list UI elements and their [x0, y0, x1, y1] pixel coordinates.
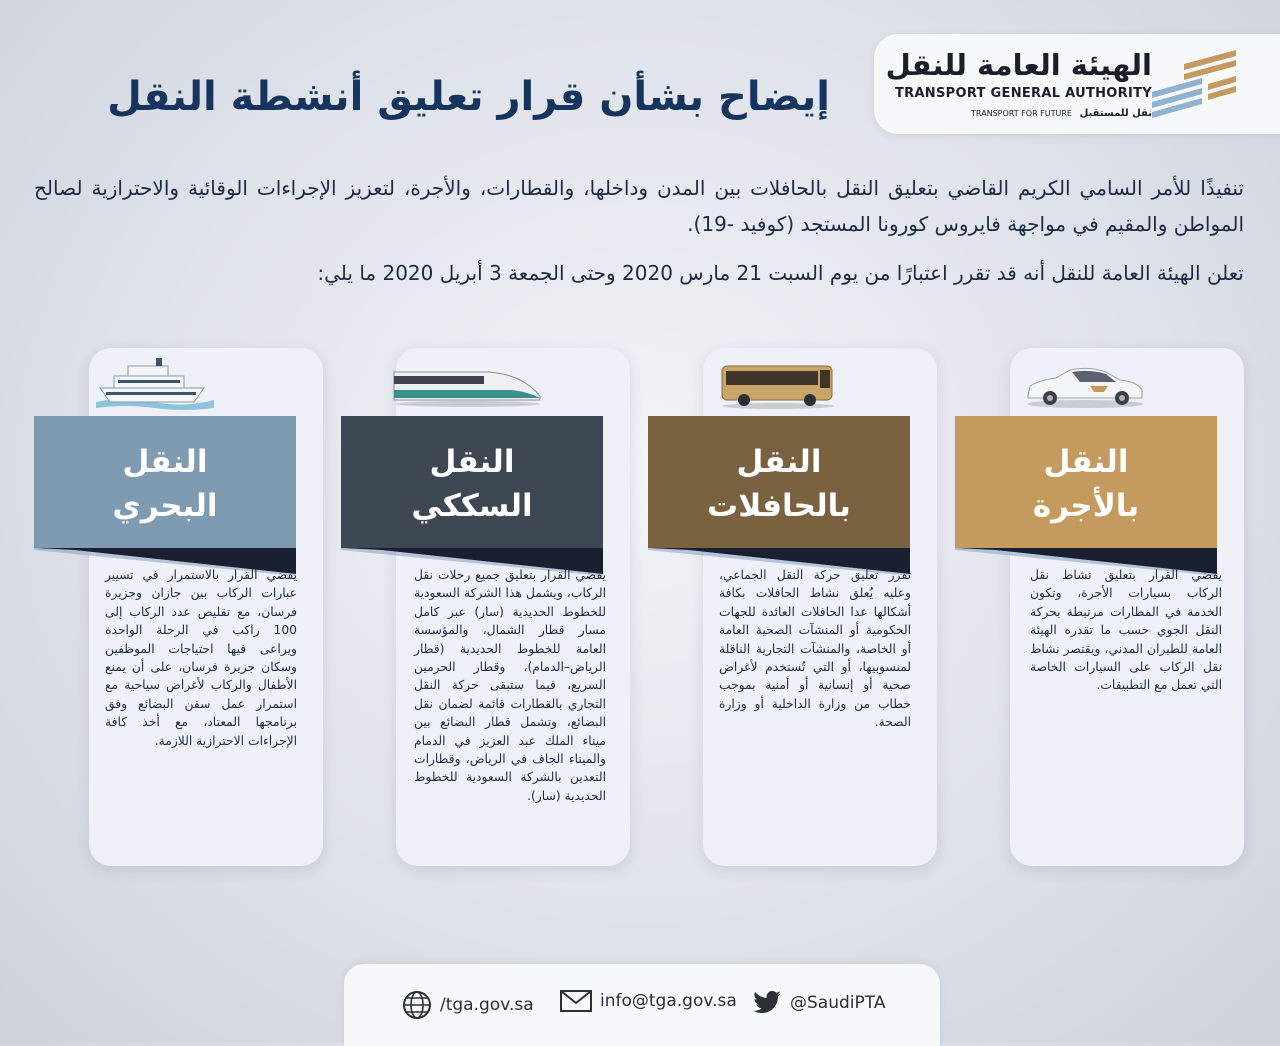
card-title-line1: النقل: [1043, 444, 1129, 480]
intro-announcement: تعلن الهيئة العامة للنقل أنه قد تقرر اعتبارًا من يوم السبت 21 مارس 2020 وحتى الجمعة 3 أبريل 2020 ما يلي:: [317, 261, 1244, 285]
intro-paragraph: تنفيذًا للأمر السامي الكريم القاضي بتعليق النقل بالحافلات بين المدن وداخلها، والقطارات، والأجرة، لتعزيز الإجراءات الوقائية والاحترازية لصالح المواطن والمقيم في مواجهة فايروس كورونا المستجد (كوفيد -19).: [34, 176, 1244, 236]
footer-twitter[interactable]: [752, 990, 885, 1016]
page-title: إيضاح بشأن قرار تعليق أنشطة النقل: [107, 74, 830, 120]
logo-panel: [874, 34, 1280, 134]
website-text: /tga.gov.sa: [440, 995, 534, 1015]
card-title-line1: النقل: [429, 444, 515, 480]
card-text-bus: تقرر تعليق حركة النقل الجماعي، وعليه يُعلق نشاط الحافلات بكافة أشكالها عدا الحافلات العائدة للجهات الحكومية أو المنشآت الصحية العامة أو الخاصة، والمنشآت التجارية الناقلة لمنسوبيها، أو التي تُستخدم لأغراض صحية أو إنسانية أو أمنية بموجب خطاب من وزارة الداخلية أو وزارة الصحة.: [719, 568, 911, 730]
banner-taxi: [955, 416, 1217, 548]
twitter-icon: [752, 990, 782, 1016]
card-title-line2: بالحافلات: [707, 488, 851, 524]
footer-website[interactable]: [402, 990, 534, 1020]
taxi-icon: [1020, 362, 1150, 410]
banner-bus: [648, 416, 910, 548]
card-text-ship: يقضي القرار بالاستمرار في تسيير عبارات الركاب بين جازان وجزيرة فرسان، مع تقليص عدد الركاب إلى 100 راكب في الرحلة الواحدة ويراعى فيها احتياجات الموظفين وسكان جزيرة فرسان، على أن يمنع الأطفال والركاب لأغراض سياحية مع استمرار عمل سفن البضائع وفق برنامجها المعتاد، مع أخذ كافة الإجراءات الاحترازية اللازمة.: [105, 568, 297, 748]
ship-icon: [94, 352, 216, 412]
tagline-ar: نقل للمستقبل: [1079, 108, 1152, 119]
email-text: info@tga.gov.sa: [600, 991, 737, 1011]
card-text-taxi: يقضي القرار بتعليق نشاط نقل الركاب بسيارات الأجرة، وتكون الخدمة في المطارات مرتبطة بحركة النقل الجوي حسب ما تقدره الهيئة العامة للطيران المدني، ويقتصر نشاط نقل الركاب على السيارات الخاصة التي تعمل مع التطبيقات.: [1030, 568, 1222, 693]
tagline-en: TRANSPORT FOR FUTURE: [970, 109, 1072, 118]
logo-tagline: [971, 108, 1152, 119]
card-title-line2: البحري: [112, 488, 218, 524]
card-title-line1: النقل: [122, 444, 208, 480]
logo-english-name: TRANSPORT GENERAL AUTHORITY: [894, 86, 1152, 101]
banner-train: [341, 416, 603, 548]
footer-email[interactable]: [560, 990, 737, 1012]
authority-logo-mark-icon: [1144, 48, 1244, 124]
globe-icon: [402, 990, 432, 1020]
envelope-icon: [560, 990, 592, 1012]
banner-ship: [34, 416, 296, 548]
card-title-line2: بالأجرة: [1032, 488, 1140, 524]
card-title-line2: السككي: [411, 488, 533, 524]
bus-icon: [718, 358, 838, 410]
twitter-text: @SaudiPTA: [790, 993, 886, 1013]
footer-contacts: [344, 964, 940, 1046]
card-text-train: يقضي القرار بتعليق جميع رحلات نقل الركاب، ويشمل هذا الشركة السعودية للخطوط الحديدية (سار) عبر كامل مسار قطار الشمال، والمؤسسة العامة للخطوط الحديدية (قطار الرياض–الدمام)، وقطار الحرمين السريع، فيما ستبقى حركة النقل التجاري بالقطارات قائمة لضمان نقل البضائع، وتشمل قطار البضائع بين ميناء الملك عبد العزيز في الدمام والميناء الجاف في الرياض، وقطارات التعدين بالشركة السعودية للخطوط الحديدية (سار).: [414, 568, 606, 803]
card-title-line1: النقل: [736, 444, 822, 480]
train-icon: [392, 362, 544, 408]
logo-arabic-name: الهيئة العامة للنقل: [885, 48, 1152, 82]
